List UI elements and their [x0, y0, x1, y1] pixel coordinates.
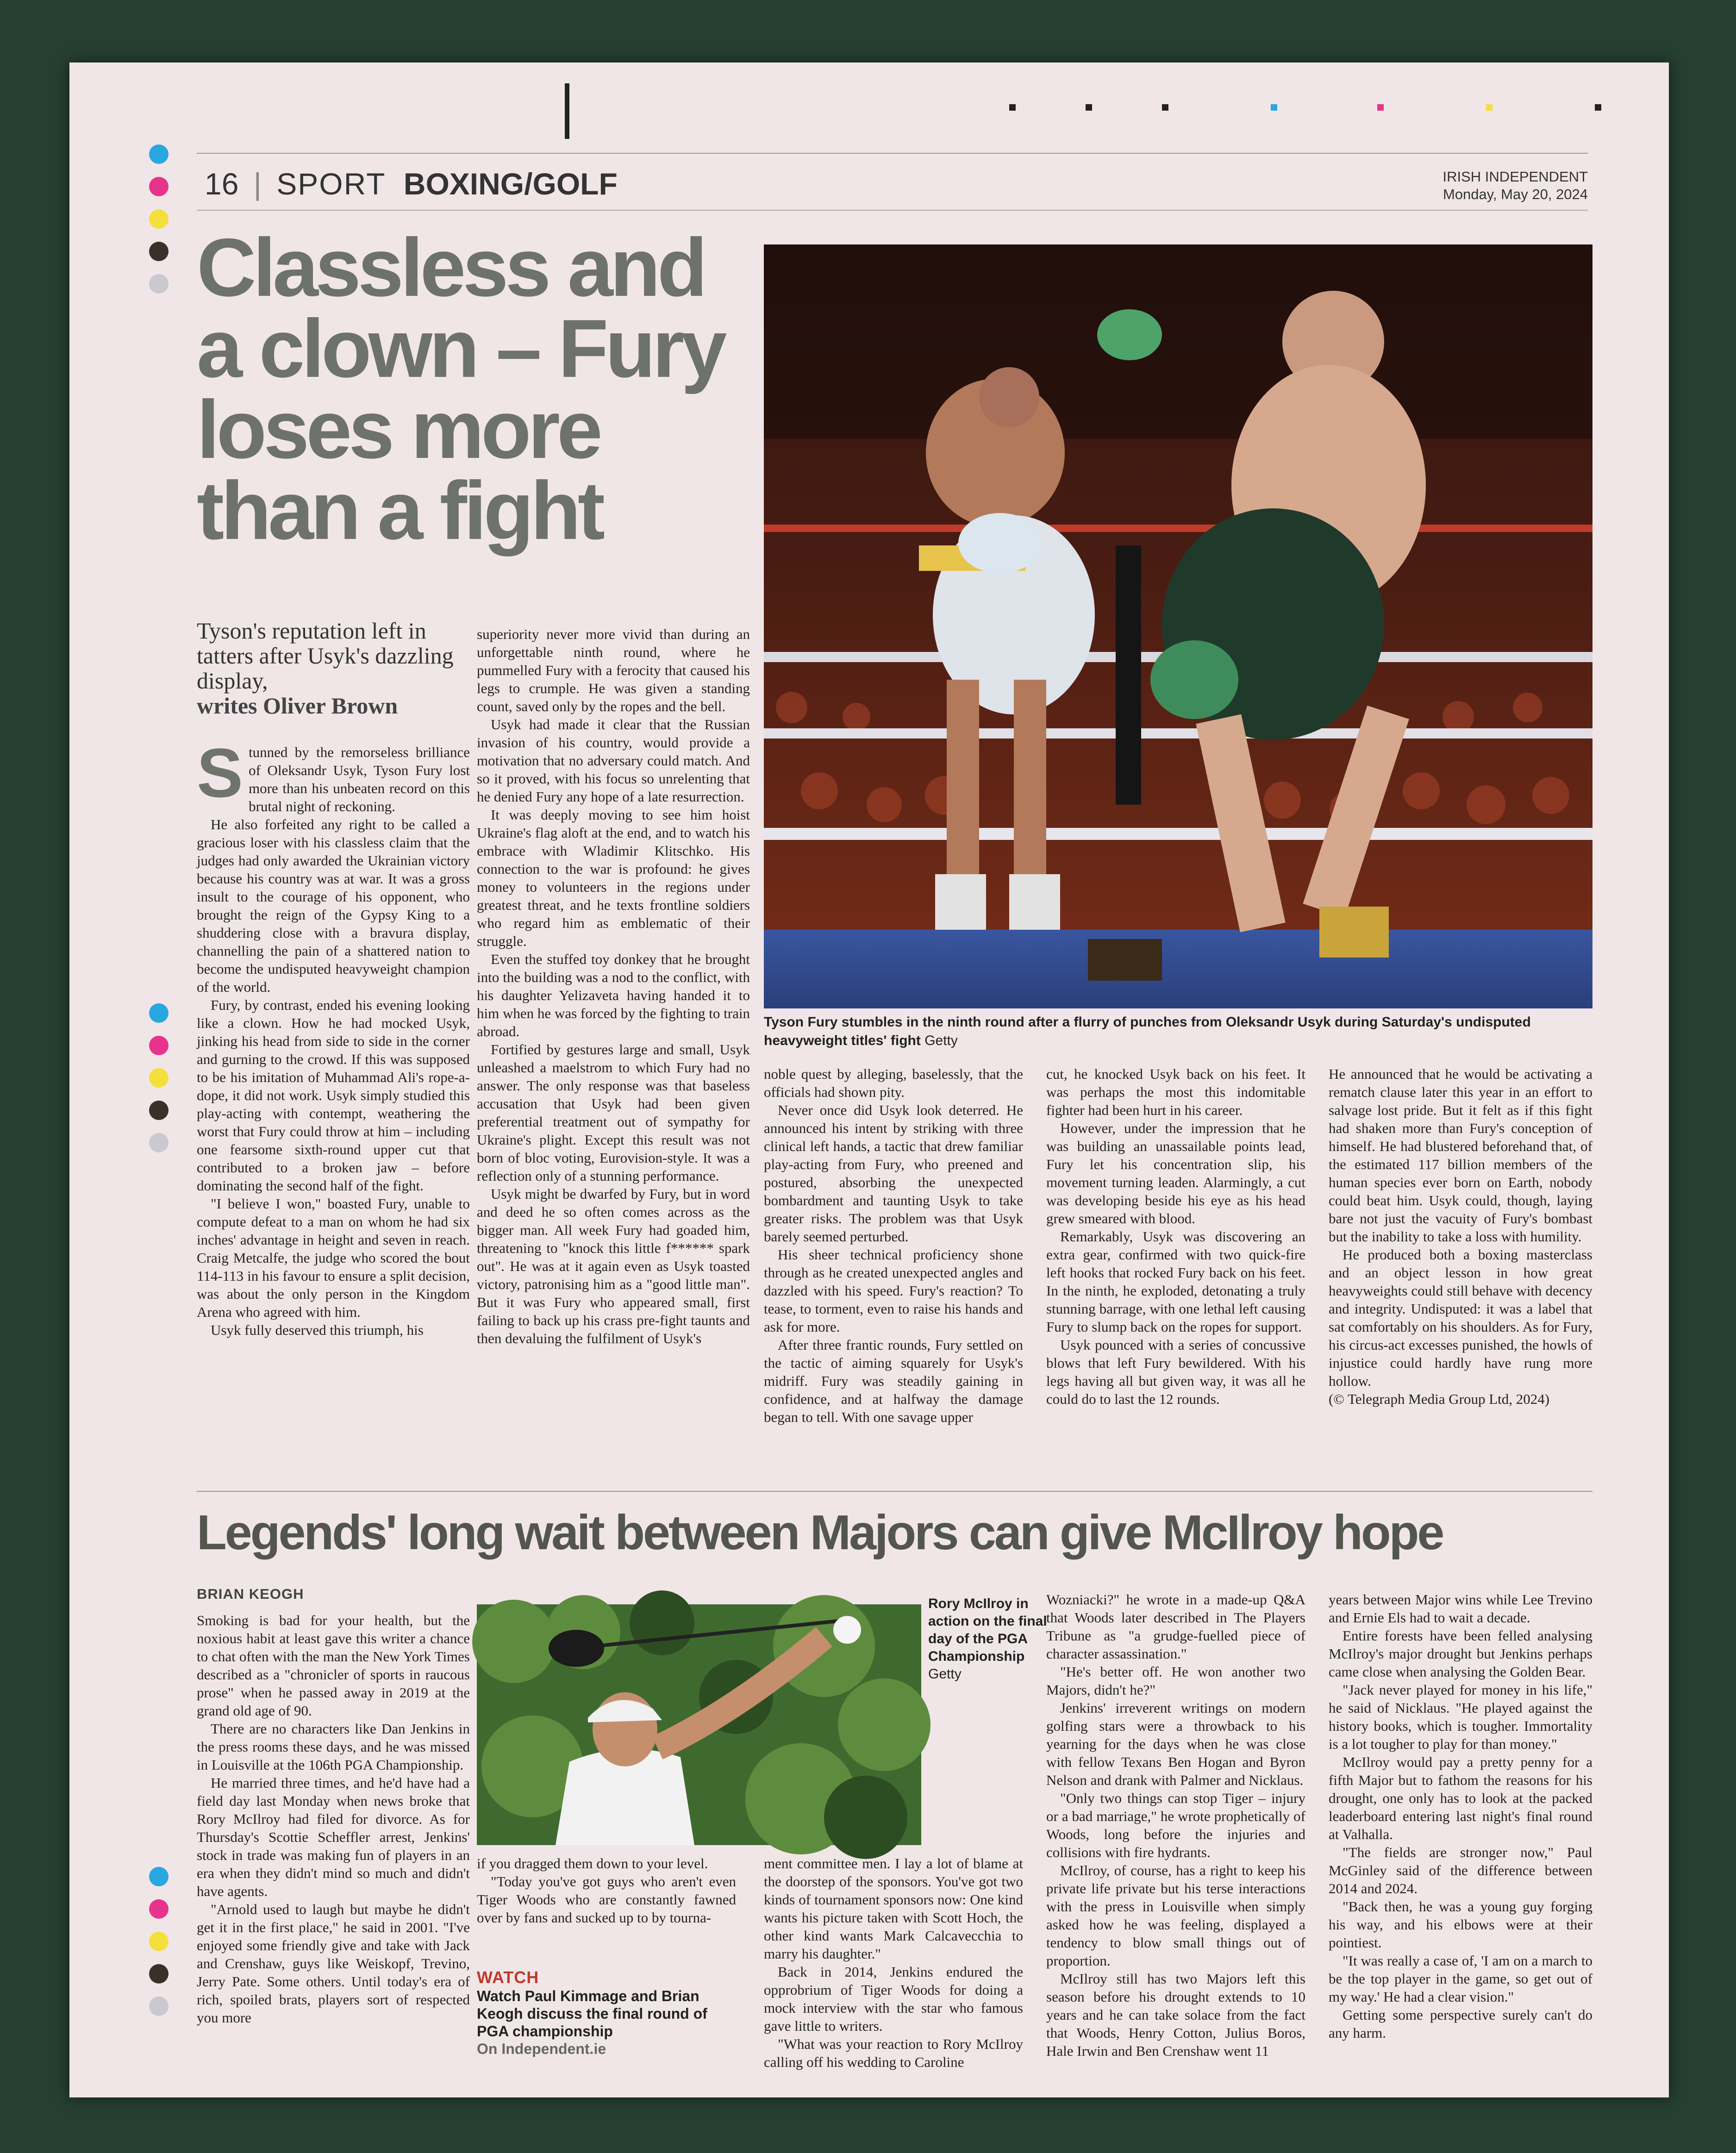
paragraph: cut, he knocked Usyk back on his feet. It was perhaps the most this indomitable fighter had been hurt in his career. [1046, 1066, 1305, 1118]
story1-column-5 [1329, 1065, 1592, 1484]
paragraph: if you dragged them down to your level. [477, 1855, 708, 1871]
boxing-photo-caption [764, 1013, 1592, 1050]
paragraph: tunned by the remorseless brilliance of Oleksandr Usyk, Tyson Fury lost more than his unbeaten record on this brutal night of reckoning. [249, 744, 470, 814]
paragraph: He announced that he would be activating a rematch clause later this year in an effort to salvage lost pride. But it felt as if this fight had shaken more than Fury's conception of himself. He had blustered beforehand that, of the estimated 117 billion members of the human species ever born on Earth, nobody could beat him. Usyk could, though, laying bare not just the vacuity of Fury's bombast but the inability to take a loss with humility. [1329, 1066, 1592, 1245]
paragraph: Never once did Usyk look deterred. He announced his intent by striking with three clinical left hands, a tactic that drew familiar play-acting from Fury, who preened and postured, absorbing the unexpected bombardment and taunting Usyk to take greater risks. The problem was that Usyk barely seemed perturbed. [764, 1102, 1023, 1245]
paragraph: "It was really a case of, 'I am on a march to be the top player in the game, so get out of my way.' He had a clear vision." [1329, 1953, 1592, 2005]
story1-column-2 [477, 625, 750, 1484]
paragraph: years between Major wins while Lee Trevino and Ernie Els had to wait a decade. [1329, 1591, 1592, 1626]
paragraph: Usyk had made it clear that the Russian invasion of his country, would provide a motivation that no adversary could match. And so it proved, with his focus so unrelenting that he denied Fury any hope of a late resurrection. [477, 716, 750, 805]
paragraph: Back in 2014, Jenkins endured the opprobrium of Tiger Woods for doing a mock interview with the star who famous gave little to writers. [764, 1964, 1023, 2034]
paragraph: noble quest by alleging, baselessly, that the officials had shown pity. [764, 1066, 1023, 1100]
masthead-rule [197, 210, 1588, 211]
headline-line: than a fight [197, 464, 602, 557]
registration-dot-magenta-icon [149, 1036, 169, 1055]
story2-column-2 [477, 1854, 736, 1961]
paragraph: Getting some perspective surely can't do any harm. [1329, 2007, 1592, 2041]
paragraph: Usyk might be dwarfed by Fury, but in word and deed he so often comes across as the bigger man. All week Fury had goaded him, threatening to "knock this little f****** spark out". He was at it again even as Usyk toasted victory, patronising him as a "good little man". But it was Fury who appeared small, first failing to back up his crass pre-fight taunts and then devaluing the fulfilment of Usyk's [477, 1186, 750, 1346]
story1-column-4 [1046, 1065, 1305, 1484]
subsection-label: BOXING/GOLF [403, 167, 618, 201]
story2-byline: BRIAN KEOGH [197, 1586, 304, 1602]
masthead-section: 16 | SPORT BOXING/GOLF [205, 167, 618, 201]
paragraph: Jenkins' irreverent writings on modern golfing stars were a throwback to his yearning for the days when he was close with fellow Texans Ben Hogan and Byron Nelson and drank with Palmer and Nicklaus. [1046, 1700, 1305, 1788]
story2-column-3 [764, 1854, 1023, 2070]
boxing-photo [764, 244, 1592, 1008]
story1-column-3 [764, 1065, 1023, 1484]
watch-label: WATCH [477, 1968, 539, 1987]
paragraph: "Today you've got guys who aren't even Tiger Woods who are constantly fawned over by fans and sucked up to by tourna- [477, 1873, 736, 1926]
print-mark-icon [1086, 104, 1092, 111]
caption-credit: Getty [928, 1666, 962, 1682]
paragraph: Wozniacki?" he wrote in a made-up Q&A that Woods later described in The Players Tribune as "a grudge-fuelled piece of character assassination." [1046, 1591, 1305, 1662]
paragraph: After three frantic rounds, Fury settled on the tactic of aiming squarely for Usyk's midriff. Fury was steadily gaining in confidence, and at halfway the damage began to tell. With one savage upper [764, 1337, 1023, 1425]
headline-line: a clown – Fury [197, 302, 724, 394]
registration-dot-cyan-icon [149, 1003, 169, 1023]
story2-column-1 [197, 1611, 470, 2042]
paragraph: His sheer technical proficiency shone through as he created unexpected angles and dazzled with his speed. Fury's reaction? To tease, to torment, even to raise his hands and ask for more. [764, 1246, 1023, 1335]
registration-dot-cyan-icon [149, 144, 169, 164]
publication-name: IRISH INDEPENDENT [1443, 169, 1588, 185]
paragraph: It was deeply moving to see him hoist Ukraine's flag aloft at the end, and to watch his embrace with Wladimir Klitschko. His connection to the war is profound: he gives money to volunteers in the regions under greatest threat, and he texts frontline soldiers who regard him as emblematic of their struggle. [477, 807, 750, 949]
paragraph: Even the stuffed toy donkey that he brought into the building was a nod to the conflict, with his daughter Yelizaveta having handed it to him when he was forced by the fighting to train abroad. [477, 951, 750, 1039]
registration-dot-black-icon [149, 1101, 169, 1120]
paragraph: ment committee men. I lay a lot of blame at the doorstep of the sponsors. You've got two kinds of tournament sponsors now: One kind wants his picture taken with Scott Hoch, the other kind wants Mark Calcavecchia to marry his daughter." [764, 1855, 1023, 1962]
registration-dot-cyan-icon [149, 1867, 169, 1886]
watch-link[interactable]: On Independent.ie [477, 2040, 606, 2057]
paragraph: "Back then, he was a young guy forging his way, and his elbows were at their pointiest. [1329, 1898, 1592, 1951]
paragraph: McIlroy still has two Majors left this season before his drought extends to 10 years and he can take solace from the fact that Woods, Henry Cotton, Julius Boros, Hale Irwin and Ben Crenshaw went 11 [1046, 1971, 1305, 2059]
paragraph: Entire forests have been felled analysing McIlroy's major drought but Jenkins perhaps came close when analysing the Golden Bear. [1329, 1627, 1592, 1680]
copyright-note: (© Telegraph Media Group Ltd, 2024) [1329, 1391, 1550, 1407]
golf-photo-caption [928, 1595, 1049, 1683]
paragraph: Usyk fully deserved this triumph, his [211, 1322, 424, 1338]
paragraph: McIlroy would pay a pretty penny for a fifth Major but to fathom the reasons for his drought, one only has to look at the packed leaderboard entering last night's final round at Valhalla. [1329, 1754, 1592, 1842]
dropcap: S [197, 734, 244, 812]
paragraph: McIlroy, of course, has a right to keep his private life private but his terse interactions with the press in Louisville when simply asked how he was feeling, displayed a tendency to blow small things out of proportion. [1046, 1862, 1305, 1969]
standfirst-text: Tyson's reputation left in tatters after Usyk's dazzling display, [197, 618, 454, 694]
paragraph: He married three times, and he'd have had a field day last Monday when news broke that Rory McIlroy had filed for divorce. As for Thursday's Scottie Scheffler arrest, Jenkins' stock in trade was making fun of players in an era when they didn't mind so much and didn't have agents. [197, 1775, 470, 1899]
registration-dot-grey-icon [149, 1997, 169, 2016]
story1-column-1 [197, 734, 470, 1484]
registration-dot-yellow-icon [149, 209, 169, 229]
paragraph: "The fields are stronger now," Paul McGinley said of the difference between 2014 and 2024. [1329, 1844, 1592, 1896]
paragraph: However, under the impression that he was building an unassailable points lead, Fury let his concentration slip, his movement turning leaden. Alarmingly, a cut was developing beside his eye as his head grew smeared with blood. [1046, 1120, 1305, 1227]
page-number: 16 [205, 167, 239, 201]
paragraph: superiority never more vivid than during an unforgettable ninth round, where he pummelled Fury with a ferocity that caused his legs to crumple. He was given a standing count, saved only by the ropes and the bell. [477, 626, 750, 714]
publication-date: Monday, May 20, 2024 [1443, 186, 1588, 202]
paragraph: "He's better off. He won another two Majors, didn't he?" [1046, 1664, 1305, 1698]
registration-dot-magenta-icon [149, 1899, 169, 1919]
paragraph: Remarkably, Usyk was discovering an extra gear, confirmed with two quick-fire left hooks that rocked Fury back on his feet. In the ninth, he exploded, detonating a truly stunning barrage, with one lethal left causing Fury to slump back on the ropes for support. [1046, 1228, 1305, 1335]
paragraph: "Only two things can stop Tiger – injury or a bad marriage," he wrote prophetically of Woods, long before the injuries and collisions with fire hydrants. [1046, 1790, 1305, 1860]
headline-line: Classless and [197, 221, 705, 313]
print-mark-icon [1271, 104, 1277, 111]
story2-headline: Legends' long wait between Majors can give McIlroy hope [197, 1505, 1443, 1560]
headline-line: loses more [197, 383, 599, 476]
paragraph: He also forfeited any right to be called a gracious loser with his classless claim that the judges had only awarded the Ukrainian victory because his country was at war. It was a gross insult to the courage of his opponent, who brought the reign of the Gypsy King to a shuddering close with a bravura display, channelling the pain of a shattered nation to become the undisputed heavyweight champion of the world. [197, 816, 470, 995]
golf-photo-icon [477, 1604, 921, 1845]
boxing-photo-icon [764, 244, 1592, 1008]
story-divider [197, 1491, 1592, 1492]
paragraph: "I believe I won," boasted Fury, unable to compute defeat to a man on whom he had six inches' advantage in height and seven in reach. Craig Metcalfe, the judge who scored the bout 114-113 in his favour to ensure a split decision, was about the only person in the Kingdom Arena who agreed with him. [197, 1195, 470, 1320]
section-label: SPORT [276, 167, 386, 201]
print-mark-icon [1377, 104, 1384, 111]
paragraph: Usyk pounced with a series of concussive blows that left Fury bewildered. With his legs having all but given way, it was all he could do to last the 12 rounds. [1046, 1337, 1305, 1407]
paragraph: Smoking is bad for your health, but the noxious habit at least gave this writer a chance to chat often with the man the New York Times described as a "chronicler of sports in raucous prose" when he passed away in 2019 at the grand old age of 90. [197, 1612, 470, 1719]
watch-title[interactable]: Watch Paul Kimmage and Brian Keogh discuss the final round of PGA championship [477, 1988, 707, 2040]
registration-dot-yellow-icon [149, 1932, 169, 1951]
paragraph: Fury, by contrast, ended his evening looking like a clown. How he had mocked Usyk, jinking his head from side to side in the corner and gurning to the crowd. If this was supposed to be his imitation of Muhammad Ali's rope-a-dope, it did not work. Usyk simply studied this play-acting with contempt, weathering the worst that Fury could throw at him – including one fearsome sixth-round upper cut that contributed to a broken jaw – before dominating the second half of the fight. [197, 997, 470, 1194]
registration-dot-black-icon [149, 1964, 169, 1984]
caption-text: Rory McIlroy in action on the final day of the PGA Championship [928, 1596, 1047, 1664]
registration-dot-yellow-icon [149, 1068, 169, 1088]
print-mark-icon [1595, 104, 1601, 111]
print-mark-icon [1486, 104, 1492, 111]
masthead-publication [1412, 168, 1588, 203]
story1-headline [197, 221, 831, 557]
crop-mark [565, 83, 569, 139]
caption-text: Tyson Fury stumbles in the ninth round after a flurry of punches from Oleksandr Usyk during Saturday's undisputed heavyweight titles' fight [764, 1014, 1531, 1048]
story2-column-4 [1046, 1590, 1305, 2059]
paragraph: "Arnold used to laugh but maybe he didn't get it in the first place," he said in 2001. "I've enjoyed some friendly give and take with Jack and Crenshaw, guys like Weiskopf, Trevino, Jerry Pate. Some others. Until today's era of rich, spoiled brats, players sort of respected you more [197, 1901, 470, 2026]
story1-standfirst [197, 618, 470, 718]
paragraph: There are no characters like Dan Jenkins in the press rooms these days, and he was missed in Louisville at the 106th PGA Championship. [197, 1721, 470, 1773]
print-mark-icon [1162, 104, 1168, 111]
print-mark-icon [1009, 104, 1016, 111]
registration-dot-grey-icon [149, 274, 169, 294]
registration-dot-black-icon [149, 242, 169, 261]
caption-credit: Getty [924, 1033, 958, 1048]
paragraph: "Jack never played for money in his life," he said of Nicklaus. "He played against the history books, which is tougher. Immortality is a lot tougher to play for than money." [1329, 1682, 1592, 1752]
registration-dot-magenta-icon [149, 177, 169, 196]
golf-photo [477, 1604, 921, 1845]
masthead-rule [197, 153, 1588, 154]
watch-promo[interactable] [477, 1968, 736, 2058]
registration-dot-grey-icon [149, 1133, 169, 1152]
paragraph: "What was your reaction to Rory McIlroy calling off his wedding to Caroline [764, 2036, 1023, 2070]
byline: writes Oliver Brown [197, 693, 398, 719]
paragraph: Fortified by gestures large and small, Usyk unleashed a maelstrom to which Fury had no answer. The only response was that baseless accusation that Usyk had been given preferential treatment out of sympathy for Ukraine's plight. Except this result was not born of bloc voting, Eurovision-style. It was a reflection only of a stunning performance. [477, 1041, 750, 1184]
paragraph: He produced both a boxing masterclass and an object lesson in how great heavyweights could still behave with decency and integrity. Undisputed: it was a label that sat comfortably on his shoulders. As for Fury, his circus-act excesses punished, the howls of injustice could hardly have rung more hollow. [1329, 1246, 1592, 1389]
story2-column-5 [1329, 1590, 1592, 2044]
newspaper-page [69, 63, 1669, 2097]
